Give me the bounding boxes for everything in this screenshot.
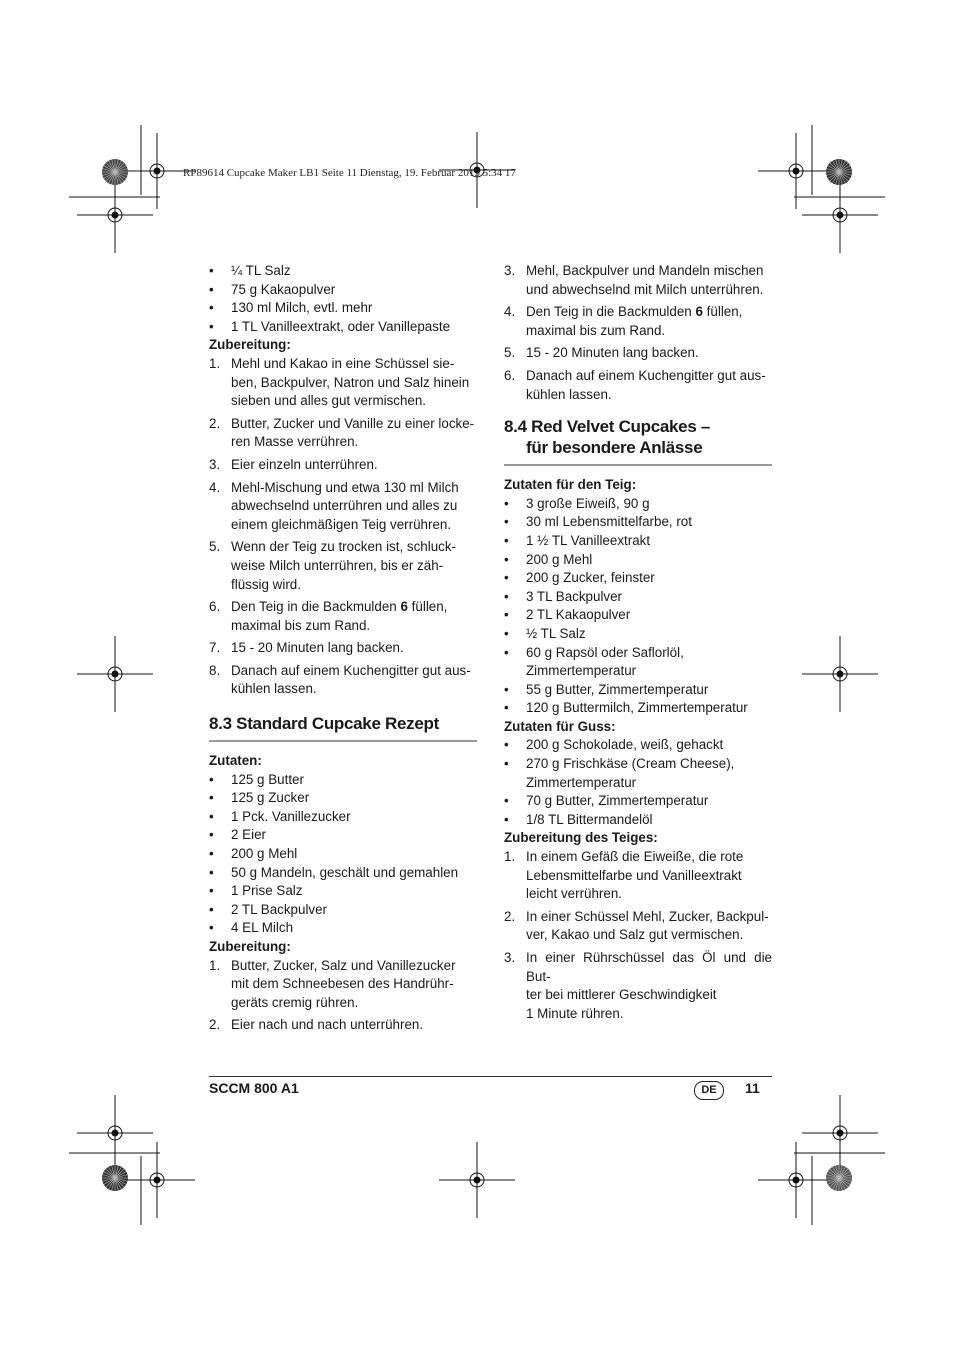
footer-rule (209, 1076, 772, 1077)
bullet-icon: • (504, 737, 509, 753)
ingredient-text: 4 EL Milch (231, 920, 294, 936)
ingredient-item (209, 845, 477, 864)
ingredient-text: 200 g Mehl (526, 551, 593, 567)
step-text: In einer Rührschüssel das Öl und die But- ter bei mittlerer Geschwindigkeit 1 Minute rühren. (526, 950, 772, 1021)
ingredient-text: 2 TL Kakaopulver (526, 607, 631, 623)
bullet-icon: • (504, 588, 509, 604)
step-item (504, 949, 772, 1023)
model-number: SCCM 800 A1 (209, 1080, 299, 1096)
step-item (209, 479, 477, 535)
step-text: Danach auf einem Kuchengitter gut aus- kühlen lassen. (526, 367, 766, 402)
crosshair-mark (77, 636, 153, 712)
ingredient-text: 200 g Schokolade, weiß, gehackt (526, 737, 724, 753)
step-item (209, 456, 477, 475)
print-slug-line: RP89614 Cupcake Maker LB1 Seite 11 Dienstag, 19. Februar 2013 5:34 17 (183, 167, 516, 179)
ingredient-item (504, 495, 772, 514)
ingredient-text: 1/8 TL Bittermandelöl (526, 811, 653, 827)
preparation-heading: Zubereitung: (209, 337, 291, 353)
bullet-icon: • (504, 570, 509, 586)
bullet-icon: • (209, 808, 214, 824)
bullet-icon: • (504, 532, 509, 548)
ingredient-text: 125 g Zucker (231, 790, 310, 806)
ingredient-item (209, 919, 477, 938)
step-item (209, 662, 477, 699)
step-text: 15 - 20 Minuten lang backen. (231, 640, 404, 656)
ingredient-text: 200 g Zucker, feinster (526, 570, 655, 586)
color-rosette-mark (102, 1165, 128, 1191)
preparation-heading: Zubereitung des Teiges: (504, 830, 658, 846)
bullet-icon: • (209, 771, 214, 787)
crosshair-mark (77, 177, 153, 253)
bullet-icon: • (504, 811, 509, 827)
ingredient-item (209, 864, 477, 883)
ingredient-item (504, 681, 772, 700)
step-item (504, 262, 772, 299)
step-item (209, 598, 477, 635)
step-text: In einem Gefäß die Eiweiße, die rote Lebensmittelfarbe und Vanilleextrakt leicht verrühren. (526, 849, 744, 902)
preparation-steps (209, 355, 477, 699)
ingredient-item (209, 299, 477, 318)
step-number: 2. (504, 908, 516, 924)
ingredient-text: 3 TL Backpulver (526, 588, 623, 604)
step-text: Mehl, Backpulver und Mandeln mischen und abwechselnd mit Milch unterrühren. (526, 263, 764, 297)
color-rosette-mark (102, 159, 128, 185)
step-text: Den Teig in die Backmulden 6 füllen, maximal bis zum Rand. (231, 599, 448, 633)
step-item (209, 1016, 477, 1035)
ingredient-item (504, 644, 772, 681)
preparation-steps (504, 848, 772, 1023)
bullet-icon: • (209, 827, 214, 843)
crosshair-mark (802, 177, 878, 253)
ingredient-text: 2 Eier (231, 827, 266, 843)
dough-ingredients-heading: Zutaten für den Teig: (504, 477, 637, 493)
ingredient-item (209, 826, 477, 845)
crosshair-mark (77, 1095, 153, 1171)
crosshair-mark (758, 133, 834, 209)
left-column (209, 262, 477, 1039)
bullet-icon: • (504, 793, 509, 809)
preparation-steps (504, 262, 772, 404)
step-number: 2. (209, 1017, 221, 1033)
bullet-icon: • (504, 607, 509, 623)
bullet-icon: • (209, 864, 214, 880)
step-text: Butter, Zucker und Vanille zu einer locke- ren Masse verrühren. (231, 415, 475, 450)
ingredients-heading: Zutaten: (209, 753, 262, 769)
ingredient-text: ½ TL Salz (526, 625, 586, 641)
step-item (209, 957, 477, 1013)
ingredient-text: 2 TL Backpulver (231, 901, 328, 917)
bullet-icon: • (504, 756, 509, 772)
ingredient-text: 30 ml Lebensmittelfarbe, rot (526, 514, 692, 530)
ingredient-text: 125 g Butter (231, 771, 304, 787)
step-number: 1. (209, 355, 221, 371)
section-title (504, 416, 772, 466)
ingredient-text: 130 ml Milch, evtl. mehr (231, 300, 373, 316)
ingredient-item (504, 699, 772, 718)
ingredient-item (504, 532, 772, 551)
bullet-icon: • (209, 318, 214, 334)
ingredient-item (504, 755, 772, 792)
ingredient-item (209, 901, 477, 920)
step-text: 15 - 20 Minuten lang backen. (526, 345, 699, 361)
preparation-steps (209, 957, 477, 1035)
step-number: 4. (209, 479, 221, 495)
step-text: Wenn der Teig zu trocken ist, schluck- weise Milch unterrühren, bis er zäh- flüssig wird. (231, 539, 457, 592)
ingredient-text: 1 ½ TL Vanilleextrakt (526, 532, 651, 548)
bullet-icon: • (209, 883, 214, 899)
ingredient-item (504, 551, 772, 570)
ingredient-list (209, 771, 477, 938)
page-number: 11 (745, 1080, 760, 1096)
step-number: 7. (209, 640, 221, 656)
ingredient-item (209, 281, 477, 300)
ingredient-text: 60 g Rapsöl oder Saflorlöl, Zimmertemperatur (526, 644, 684, 679)
step-text: Mehl-Mischung und etwa 130 ml Milch abwechselnd unterrühren und alles zu einem gleichmäßigen Teig verrühren. (231, 479, 459, 532)
step-text: Butter, Zucker, Salz und Vanillezucker mit dem Schneebesen des Handrühr- geräts cremig rühren. (231, 957, 456, 1010)
bullet-icon: • (504, 681, 509, 697)
section-title: 8.3 Standard Cupcake Rezept (209, 713, 477, 742)
ingredient-list (504, 736, 772, 829)
step-number: 8. (209, 662, 221, 678)
step-item (504, 344, 772, 363)
ingredient-text: 270 g Frischkäse (Cream Cheese), Zimmertemperatur (526, 756, 735, 790)
color-rosette-mark (826, 1165, 852, 1191)
bullet-icon: • (504, 514, 509, 530)
bullet-icon: • (209, 300, 214, 316)
bullet-icon: • (209, 263, 214, 278)
crosshair-mark (439, 1142, 515, 1218)
ingredient-text: 3 große Eiweiß, 90 g (526, 495, 650, 511)
ingredient-list (504, 495, 772, 718)
step-text: Mehl und Kakao in eine Schüssel sie- ben, Backpulver, Natron und Salz hinein sieben und alles gut vermischen. (231, 355, 470, 409)
step-number: 6. (504, 367, 516, 383)
right-column (504, 262, 772, 1027)
step-item (209, 538, 477, 594)
step-item (504, 303, 772, 340)
step-number: 3. (504, 950, 516, 965)
ingredient-item (504, 569, 772, 588)
step-item (504, 848, 772, 904)
ingredient-item (209, 262, 477, 281)
step-item (504, 367, 772, 404)
step-item (209, 355, 477, 411)
step-number: 1. (209, 957, 221, 973)
icing-ingredients-heading: Zutaten für Guss: (504, 718, 616, 734)
ingredient-item (209, 771, 477, 790)
ingredient-text: 1 TL Vanilleextrakt, oder Vanillepaste (231, 318, 451, 334)
ingredient-text: 70 g Butter, Zimmertemperatur (526, 793, 709, 809)
step-text: Eier nach und nach unterrühren. (231, 1017, 424, 1033)
ingredient-text: 120 g Buttermilch, Zimmertemperatur (526, 700, 748, 716)
crosshair-mark (802, 636, 878, 712)
step-number: 3. (504, 263, 516, 278)
step-number: 3. (209, 456, 221, 472)
section-title-line: 8.4 Red Velvet Cupcakes – (504, 417, 711, 437)
step-text: Eier einzeln unterrühren. (231, 456, 378, 472)
preparation-heading: Zubereitung: (209, 939, 291, 954)
crosshair-mark (802, 1095, 878, 1171)
bullet-icon: • (504, 551, 509, 567)
bullet-icon: • (209, 790, 214, 806)
ingredient-item (209, 789, 477, 808)
color-rosette-mark (826, 159, 852, 185)
step-text: Den Teig in die Backmulden 6 füllen, maximal bis zum Rand. (526, 304, 743, 338)
step-number: 5. (504, 345, 516, 361)
ingredient-item (209, 808, 477, 827)
bullet-icon: • (209, 920, 214, 936)
ingredient-text: 75 g Kakaopulver (231, 281, 336, 297)
ingredient-item (504, 606, 772, 625)
ingredient-item (504, 792, 772, 811)
step-number: 1. (504, 849, 516, 865)
language-badge: DE (694, 1081, 724, 1100)
step-number: 5. (209, 539, 221, 555)
bullet-icon: • (504, 644, 509, 660)
section-title-line: für besondere Anlässe (526, 438, 703, 458)
bullet-icon: • (209, 846, 214, 862)
bullet-icon: • (209, 281, 214, 297)
ingredient-item (209, 882, 477, 901)
step-number: 6. (209, 599, 221, 615)
ingredient-item (504, 811, 772, 830)
step-text: In einer Schüssel Mehl, Zucker, Backpul- ver, Kakao und Salz gut vermischen. (526, 908, 769, 943)
ingredient-text: ¼ TL Salz (231, 263, 291, 278)
ingredient-item (504, 513, 772, 532)
step-item (504, 908, 772, 945)
ingredient-text: 200 g Mehl (231, 846, 298, 862)
ingredient-item (504, 625, 772, 644)
ingredient-list (209, 262, 477, 336)
step-item (209, 415, 477, 452)
bullet-icon: • (504, 700, 509, 716)
ingredient-text: 50 g Mandeln, geschält und gemahlen (231, 864, 459, 880)
step-number: 4. (504, 304, 516, 320)
bullet-icon: • (209, 901, 214, 917)
ingredient-item (209, 318, 477, 337)
ingredient-item (504, 588, 772, 607)
step-number: 2. (209, 415, 221, 431)
bullet-icon: • (504, 625, 509, 641)
step-item (209, 639, 477, 658)
ingredient-text: 1 Pck. Vanillezucker (231, 808, 351, 824)
ingredient-text: 1 Prise Salz (231, 883, 303, 899)
ingredient-item (504, 736, 772, 755)
ingredient-text: 55 g Butter, Zimmertemperatur (526, 681, 709, 697)
step-text: Danach auf einem Kuchengitter gut aus- kühlen lassen. (231, 662, 471, 697)
bullet-icon: • (504, 495, 509, 511)
